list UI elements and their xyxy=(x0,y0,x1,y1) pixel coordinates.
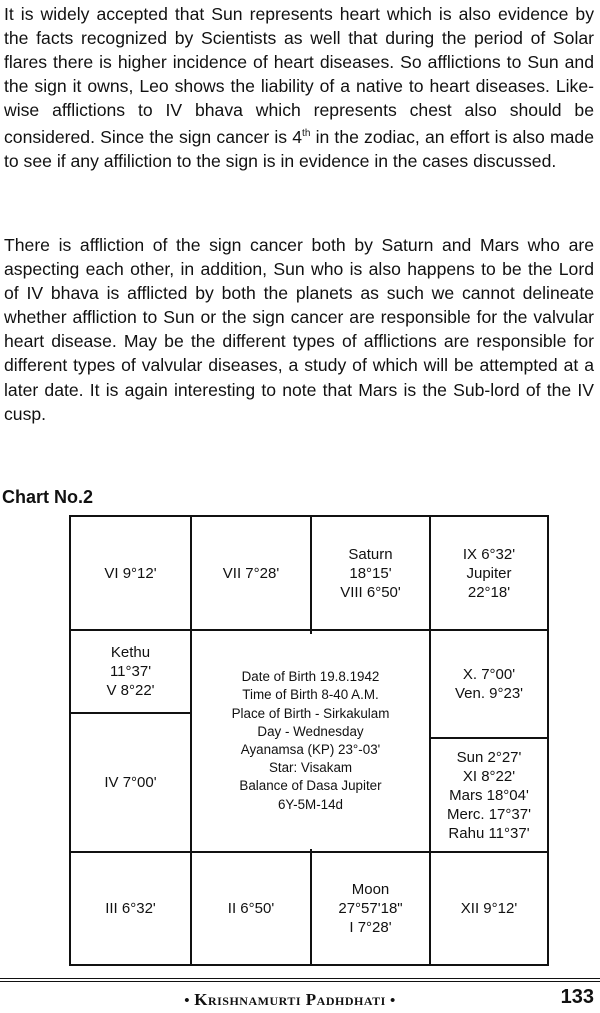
house-cell-1: Moon 27°57'18" I 7°28' xyxy=(338,881,403,936)
house-cell-7: VII 7°28' xyxy=(222,564,280,582)
page-number: 133 xyxy=(560,986,594,1008)
house-cell-12: XII 9°12' xyxy=(460,900,518,917)
chart-heading: Chart No.2 xyxy=(2,487,94,507)
house-cell-10: X. 7°00' Ven. 9°23' xyxy=(454,666,524,702)
book-title: Krishnamurti Padhdhati xyxy=(194,990,386,1009)
house-cell-5: Kethu 11°37' V 8°22' xyxy=(106,644,155,699)
house-cell-8: Saturn 18°15' VIII 6°50' xyxy=(340,545,401,601)
paragraph-2: There is affliction of the sign cancer both by Saturn and Mars who are aspecting each other, in addition, Sun who is also happens to be the Lord of IV bhava is afflicted by both the planets as such we cannot delineate whether affliction to Sun or the sign cancer are responsible for the valvular heart disease. May be the different types of afflictions are responsible for different types of valvular diseases, a study of which will be attempted at a later date. It is again interesting to note that Mars is the Sub-lord of the IV cusp. xyxy=(4,235,594,424)
bullet-icon: • xyxy=(390,993,396,1009)
house-cell-6: VI 9°12' xyxy=(104,564,157,582)
house-cell-3: III 6°32' xyxy=(105,900,156,917)
footer-rule xyxy=(0,981,600,982)
footer-title xyxy=(150,990,430,1010)
bullet-icon: • xyxy=(184,993,190,1009)
horoscope-chart xyxy=(69,515,549,966)
house-cell-2: II 6°50' xyxy=(227,900,275,917)
house-cell-4: IV 7°00' xyxy=(104,774,157,791)
birth-details: Date of Birth 19.8.1942 Time of Birth 8-40 A.M. Place of Birth - Sirkakulam Day - Wednesday Ayanamsa (KP) 23°-03' Star: Visakam Balance of Dasa Jupiter 6Y-5M-14d xyxy=(231,669,390,812)
paragraph-1: It is widely accepted that Sun represents heart which is also evidence by the facts recognized by Scientists as well that during the period of Solar flares there is higher incidence of heart diseases. So afflictions to Sun and the sign it owns, Leo shows the liability of a native to heart diseases. Like-wise afflictions to IV bhava which represents chest also should be considered. Since the sign cancer is 4th in the zodiac, an effort is also made to see if any affiliction to the sign is in evidence in the cases discussed. xyxy=(4,4,595,172)
footer-rule xyxy=(0,978,600,979)
house-cell-11: Sun 2°27' XI 8°22' Mars 18°04' Merc. 17°37' Rahu 11°37' xyxy=(447,748,531,842)
house-cell-9: IX 6°32' Jupiter 22°18' xyxy=(462,545,516,601)
